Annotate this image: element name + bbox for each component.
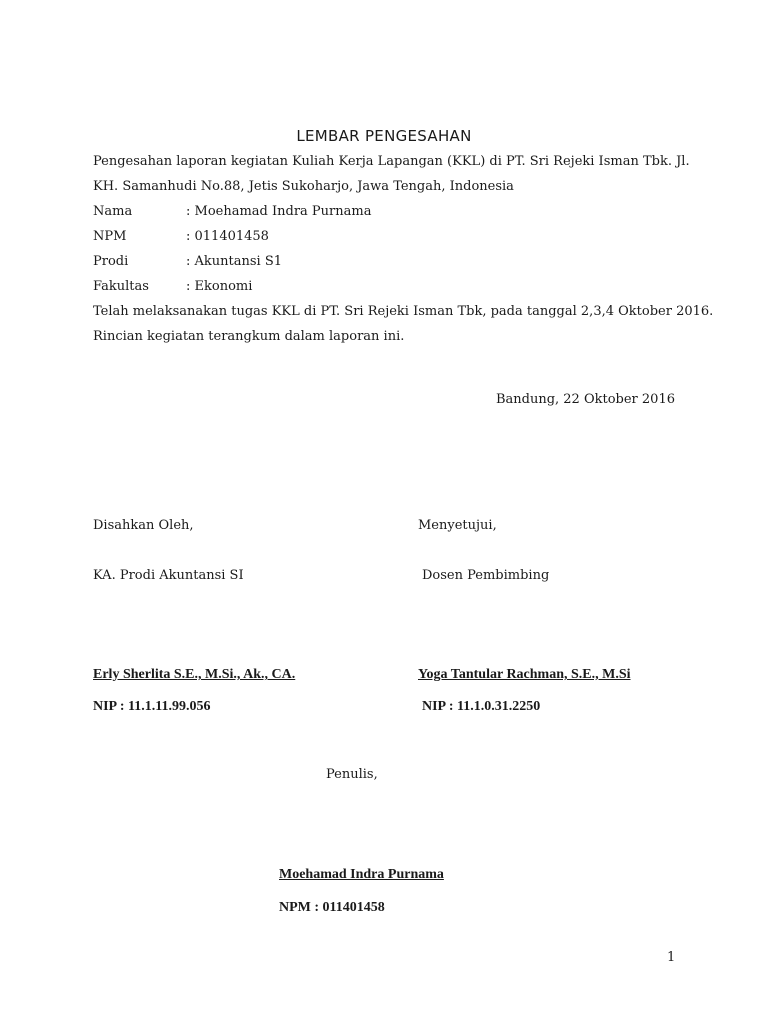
right-heading: Menyetujui,: [418, 518, 497, 533]
left-heading: Disahkan Oleh,: [93, 518, 194, 533]
intro-line-1: Pengesahan laporan kegiatan Kuliah Kerja Lapangan (KKL) di PT. Sri Rejeki Isman Tbk. Jl.: [93, 154, 690, 169]
body-line-1: Telah melaksanakan tugas KKL di PT. Sri Rejeki Isman Tbk, pada tanggal 2,3,4 Oktober 2016.: [93, 304, 714, 319]
page-number: 1: [667, 950, 676, 965]
writer-npm: NPM : 011401458: [279, 900, 385, 915]
right-signatory-nip: NIP : 11.1.0.31.2250: [422, 699, 541, 714]
field-value-nama: : Moehamad Indra Purnama: [186, 204, 372, 219]
left-signatory-name: Erly Sherlita S.E., M.Si., Ak., CA.: [93, 667, 296, 682]
field-label-nama: Nama: [93, 204, 133, 219]
body-line-2: Rincian kegiatan terangkum dalam laporan ini.: [93, 329, 405, 344]
field-label-fakultas: Fakultas: [93, 279, 149, 294]
field-value-prodi: : Akuntansi S1: [186, 254, 283, 269]
left-signatory-nip: NIP : 11.1.11.99.056: [93, 699, 211, 714]
page-title: LEMBAR PENGESAHAN: [296, 127, 472, 145]
right-role: Dosen Pembimbing: [422, 568, 550, 583]
writer-name: Moehamad Indra Purnama: [279, 867, 444, 882]
place-date: Bandung, 22 Oktober 2016: [495, 392, 675, 407]
field-label-npm: NPM: [93, 229, 127, 244]
right-signatory-name: Yoga Tantular Rachman, S.E., M.Si: [418, 667, 631, 682]
intro-line-2: KH. Samanhudi No.88, Jetis Sukoharjo, Jawa Tengah, Indonesia: [93, 179, 514, 194]
field-value-npm: : 011401458: [186, 229, 269, 244]
field-value-fakultas: : Ekonomi: [186, 279, 253, 294]
writer-label: Penulis,: [326, 767, 378, 782]
field-label-prodi: Prodi: [93, 254, 129, 269]
left-role: KA. Prodi Akuntansi SI: [93, 568, 244, 583]
